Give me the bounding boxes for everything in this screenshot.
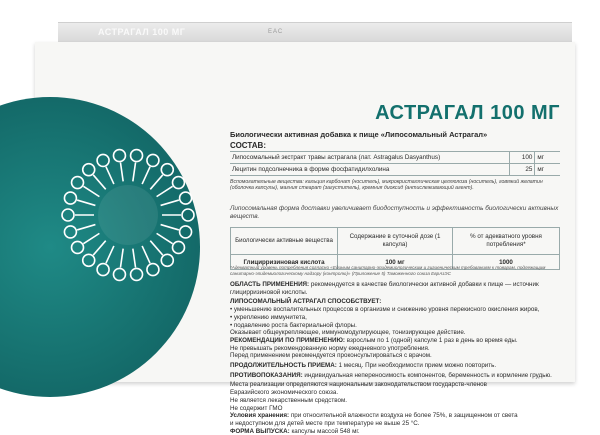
lipid-head: [161, 254, 173, 266]
form-text: капсулы массой 548 мг.: [291, 427, 360, 435]
list-item: • уменьшению воспалительных процессов в организме и снижению уровня перекисного окисления жиров,: [230, 306, 540, 314]
liposome-core: [98, 185, 158, 245]
lipid-head: [147, 154, 159, 166]
area-text: рекомендуется в качестве биологически активной добавки к пище — источник глицирризиновой кислоты.: [230, 281, 539, 296]
lipid-head: [113, 150, 125, 162]
lipid-tail: [106, 246, 114, 263]
lipid-tail: [93, 241, 105, 255]
lipid-tail: [161, 200, 179, 205]
table-header-cell: Содержание в суточной дозе (1 капсула): [338, 228, 453, 255]
lipid-tail: [157, 186, 173, 196]
lipid-head: [182, 209, 194, 221]
lipid-head: [72, 177, 84, 189]
lipid-tail: [161, 225, 179, 230]
lipid-tail: [93, 175, 105, 189]
sale-line: Места реализации определяются национальным законодательством государств-членов: [230, 381, 487, 389]
lipid-tail: [106, 167, 114, 184]
lipid-head: [180, 226, 192, 238]
lipid-tail: [150, 175, 162, 189]
contra-label: ПРОТИВОПОКАЗАНИЯ:: [230, 371, 303, 379]
liposome-icon: [53, 140, 203, 290]
lipid-tail: [142, 167, 150, 184]
lipid-head: [64, 226, 76, 238]
list-item: • укреплению иммунитета,: [230, 313, 307, 321]
composition-value: 25: [509, 164, 535, 176]
lipid-head: [72, 241, 84, 253]
lipid-tail: [133, 163, 136, 182]
duration-paragraph: [230, 362, 562, 370]
form-label: ФОРМА ВЫПУСКА:: [230, 427, 290, 435]
duration-label: ПРОДОЛЖИТЕЛЬНОСТЬ ПРИЕМА:: [230, 362, 337, 370]
lipid-head: [83, 254, 95, 266]
lipid-head: [172, 241, 184, 253]
lipid-tail: [83, 233, 99, 243]
lipid-head: [97, 264, 109, 276]
product-subtitle: Биологически активная добавка к пище «Липосомальный Астрагал»: [230, 130, 488, 139]
composition-unit: мг: [535, 152, 560, 164]
lipid-tail: [133, 249, 136, 268]
lipid-tail: [77, 200, 95, 205]
duration-text: 1 месяц. При необходимости прием можно повторить.: [338, 362, 497, 370]
usage-label: РЕКОМЕНДАЦИИ ПО ПРИМЕНЕНИЮ:: [230, 336, 345, 344]
auxiliary-substances: Вспомогательные вещества: кальция карбонат (носитель), микрокристаллическая целлюлоза (носитель), говяжий желатин (оболочка капсулы), магния стеарат (загуститель), кремния диоксид (антислеживающий агент).: [230, 179, 543, 192]
usage-line: Перед применением рекомендуется проконсультироваться с врачом.: [230, 352, 432, 360]
list-item: • подавлению роста бактериальной флоры.: [230, 321, 357, 329]
area-paragraph: [230, 281, 562, 296]
box-top-ghost-text: ЕАС: [268, 29, 284, 35]
usage-line: Не превышать рекомендованную норму ежедневного употребления.: [230, 344, 430, 352]
lipid-tail: [120, 163, 123, 182]
lipid-head: [131, 150, 143, 162]
lipid-head: [97, 154, 109, 166]
lipid-tail: [150, 241, 162, 255]
composition-unit: мг: [535, 164, 560, 176]
usage-paragraph: [230, 337, 562, 345]
composition-heading: СОСТАВ:: [230, 141, 266, 150]
composition-name: Липосомальный экстракт травы астрагала (лат. Astragalus Dasyanthus): [230, 152, 509, 164]
sale-line: Евразийского экономического союза.: [230, 389, 339, 397]
footnote: *Адекватный уровень потребления согласно «Единым санитарно-эпидемиологическим и гигиеническим требованиям к товарам, подлежащим санитарно-эпидемиологическому надзору (контролю)» (Приложение 5) Таможенного союза ЕврАзЭС: [230, 265, 546, 276]
box-back-panel: [35, 42, 575, 435]
contra-paragraph: [230, 372, 562, 380]
lipid-head: [172, 177, 184, 189]
lipid-tail: [77, 225, 95, 230]
table-cell: Глицирризиновая кислота: [231, 255, 338, 270]
table-cell: 100 мг: [338, 255, 453, 270]
storage-label: Условия хранения:: [230, 412, 290, 420]
area-label: ОБЛАСТЬ ПРИМЕНЕНИЯ:: [230, 281, 310, 288]
lipid-tail: [157, 233, 173, 243]
lipid-head: [113, 268, 125, 280]
composition-value: 100: [509, 152, 535, 164]
sale-line: Не содержит ГМО: [230, 404, 283, 412]
promotes-label: ЛИПОСОМАЛЬНЫЙ АСТРАГАЛ СПОСОБСТВУЕТ:: [230, 298, 382, 306]
lipid-head: [64, 192, 76, 204]
table-row: [230, 164, 560, 176]
lipid-head: [83, 164, 95, 176]
box-top-brand-ghost: АСТРАГАЛ 100 МГ: [98, 27, 186, 37]
box-top-flap: [58, 22, 572, 43]
lipid-head: [180, 192, 192, 204]
lipid-tail: [120, 249, 123, 268]
brand-title: АСТРАГАЛ 100 МГ: [375, 102, 560, 124]
lipid-tail: [83, 186, 99, 196]
form-paragraph: [230, 428, 562, 435]
lipid-head: [147, 264, 159, 276]
promotes-extra: Оказывает общеукрепляющее, иммуномодулирующее, тонизирующее действие.: [230, 329, 466, 337]
table-cell: 1000: [453, 255, 560, 270]
composition-name: Лецитин подсолнечника в форме фосфатидилхолина: [230, 164, 509, 176]
storage-line: и недоступном для детей месте при температуре не выше 25 °С.: [230, 419, 420, 427]
description-block: [230, 281, 562, 435]
usage-text: взрослым по 1 (одной) капсуле 1 раз в день во время еды.: [346, 336, 518, 344]
liposomal-note: Липосомальная форма доставки увеличивает биодоступность и эффективность биологически активных веществ.: [230, 205, 559, 220]
table-header-row: [231, 228, 560, 255]
storage-paragraph: [230, 412, 562, 420]
lipid-tail: [142, 246, 150, 263]
table-header-cell: % от адекватного уровня потребления*: [453, 228, 560, 255]
table-row: [230, 152, 560, 164]
lipid-head: [161, 164, 173, 176]
lipid-head: [131, 268, 143, 280]
storage-text: при относительной влажности воздуха не более 75%, в защищенном от света: [290, 412, 518, 420]
lipid-head: [62, 209, 74, 221]
composition-table: [230, 151, 560, 176]
sale-line: Не является лекарственным средством.: [230, 396, 348, 404]
bioactive-table: [230, 227, 560, 270]
contra-text: индивидуальная непереносимость компонентов, беременность и кормление грудью.: [304, 371, 552, 379]
table-header-cell: Биологически активные вещества: [231, 228, 338, 255]
